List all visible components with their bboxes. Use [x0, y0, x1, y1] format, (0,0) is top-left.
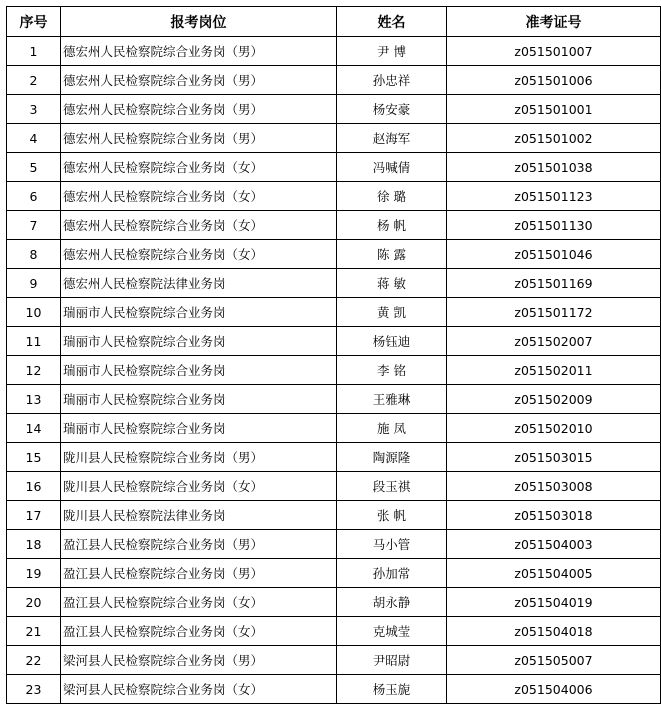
cell-position: 德宏州人民检察院综合业务岗（女）	[61, 153, 337, 182]
cell-seq: 6	[7, 182, 61, 211]
table-row	[7, 327, 661, 356]
table-row	[7, 211, 661, 240]
cell-position: 德宏州人民检察院综合业务岗（男）	[61, 95, 337, 124]
cell-position: 陇川县人民检察院综合业务岗（男）	[61, 443, 337, 472]
cell-ticket: z051503018	[447, 501, 661, 530]
cell-name: 尹昭尉	[337, 646, 447, 675]
cell-name: 马小管	[337, 530, 447, 559]
cell-name: 黄 凯	[337, 298, 447, 327]
cell-name: 李 铭	[337, 356, 447, 385]
cell-ticket: z051501006	[447, 66, 661, 95]
cell-seq: 7	[7, 211, 61, 240]
cell-ticket: z051504018	[447, 617, 661, 646]
cell-position: 瑞丽市人民检察院综合业务岗	[61, 327, 337, 356]
cell-ticket: z051503008	[447, 472, 661, 501]
table-row	[7, 356, 661, 385]
cell-position: 陇川县人民检察院法律业务岗	[61, 501, 337, 530]
cell-name: 施 凤	[337, 414, 447, 443]
cell-seq: 1	[7, 37, 61, 66]
cell-ticket: z051504006	[447, 675, 661, 704]
table-row	[7, 617, 661, 646]
cell-ticket: z051504005	[447, 559, 661, 588]
cell-ticket: z051504003	[447, 530, 661, 559]
cell-name: 杨玉旎	[337, 675, 447, 704]
table-row	[7, 66, 661, 95]
cell-name: 徐 璐	[337, 182, 447, 211]
cell-ticket: z051502010	[447, 414, 661, 443]
cell-seq: 10	[7, 298, 61, 327]
cell-position: 梁河县人民检察院综合业务岗（女）	[61, 675, 337, 704]
table-row	[7, 530, 661, 559]
cell-position: 瑞丽市人民检察院综合业务岗	[61, 385, 337, 414]
cell-name: 杨安豪	[337, 95, 447, 124]
cell-seq: 5	[7, 153, 61, 182]
cell-name: 蒋 敏	[337, 269, 447, 298]
cell-name: 赵海军	[337, 124, 447, 153]
header-row	[7, 7, 661, 37]
table-row	[7, 472, 661, 501]
table-body	[7, 37, 661, 704]
cell-position: 盈江县人民检察院综合业务岗（女）	[61, 617, 337, 646]
cell-seq: 23	[7, 675, 61, 704]
cell-seq: 2	[7, 66, 61, 95]
cell-ticket: z051502009	[447, 385, 661, 414]
cell-name: 段玉祺	[337, 472, 447, 501]
table-row	[7, 240, 661, 269]
cell-name: 陶源隆	[337, 443, 447, 472]
cell-position: 德宏州人民检察院综合业务岗（女）	[61, 211, 337, 240]
cell-position: 盈江县人民检察院综合业务岗（男）	[61, 559, 337, 588]
cell-position: 德宏州人民检察院综合业务岗（男）	[61, 124, 337, 153]
cell-name: 张 帆	[337, 501, 447, 530]
cell-name: 王雅琳	[337, 385, 447, 414]
header-position: 报考岗位	[61, 7, 337, 37]
cell-seq: 22	[7, 646, 61, 675]
cell-ticket: z051501046	[447, 240, 661, 269]
cell-name: 杨钰迪	[337, 327, 447, 356]
cell-seq: 4	[7, 124, 61, 153]
table-row	[7, 153, 661, 182]
cell-seq: 9	[7, 269, 61, 298]
cell-ticket: z051501002	[447, 124, 661, 153]
cell-seq: 3	[7, 95, 61, 124]
cell-seq: 15	[7, 443, 61, 472]
cell-ticket: z051501123	[447, 182, 661, 211]
cell-seq: 19	[7, 559, 61, 588]
table-row	[7, 501, 661, 530]
table-row	[7, 443, 661, 472]
table-row	[7, 95, 661, 124]
table-row	[7, 646, 661, 675]
cell-seq: 17	[7, 501, 61, 530]
cell-ticket: z051505007	[447, 646, 661, 675]
cell-ticket: z051501038	[447, 153, 661, 182]
table-row	[7, 385, 661, 414]
cell-ticket: z051501172	[447, 298, 661, 327]
cell-name: 杨 帆	[337, 211, 447, 240]
cell-position: 德宏州人民检察院综合业务岗（男）	[61, 66, 337, 95]
table-row	[7, 37, 661, 66]
cell-ticket: z051501169	[447, 269, 661, 298]
cell-position: 瑞丽市人民检察院综合业务岗	[61, 298, 337, 327]
cell-position: 瑞丽市人民检察院综合业务岗	[61, 414, 337, 443]
cell-name: 胡永静	[337, 588, 447, 617]
table-row	[7, 559, 661, 588]
cell-ticket: z051503015	[447, 443, 661, 472]
cell-name: 冯喊倩	[337, 153, 447, 182]
table-row	[7, 124, 661, 153]
cell-position: 德宏州人民检察院法律业务岗	[61, 269, 337, 298]
header-name: 姓名	[337, 7, 447, 37]
cell-name: 陈 露	[337, 240, 447, 269]
cell-ticket: z051501001	[447, 95, 661, 124]
cell-seq: 16	[7, 472, 61, 501]
cell-seq: 20	[7, 588, 61, 617]
table-row	[7, 588, 661, 617]
cell-position: 陇川县人民检察院综合业务岗（女）	[61, 472, 337, 501]
cell-position: 德宏州人民检察院综合业务岗（男）	[61, 37, 337, 66]
cell-seq: 8	[7, 240, 61, 269]
cell-position: 盈江县人民检察院综合业务岗（女）	[61, 588, 337, 617]
table-row	[7, 182, 661, 211]
table-row	[7, 269, 661, 298]
cell-ticket: z051501007	[447, 37, 661, 66]
cell-position: 德宏州人民检察院综合业务岗（女）	[61, 240, 337, 269]
cell-seq: 12	[7, 356, 61, 385]
cell-seq: 14	[7, 414, 61, 443]
candidate-table	[6, 6, 661, 704]
cell-name: 克城莹	[337, 617, 447, 646]
cell-ticket: z051502011	[447, 356, 661, 385]
header-ticket: 准考证号	[447, 7, 661, 37]
table-row	[7, 298, 661, 327]
cell-seq: 21	[7, 617, 61, 646]
cell-ticket: z051501130	[447, 211, 661, 240]
cell-seq: 11	[7, 327, 61, 356]
cell-ticket: z051502007	[447, 327, 661, 356]
table-row	[7, 414, 661, 443]
candidate-list-sheet	[6, 6, 660, 704]
cell-ticket: z051504019	[447, 588, 661, 617]
cell-name: 孙加常	[337, 559, 447, 588]
cell-seq: 18	[7, 530, 61, 559]
cell-position: 瑞丽市人民检察院综合业务岗	[61, 356, 337, 385]
table-row	[7, 675, 661, 704]
cell-name: 尹 博	[337, 37, 447, 66]
cell-position: 德宏州人民检察院综合业务岗（女）	[61, 182, 337, 211]
cell-name: 孙忠祥	[337, 66, 447, 95]
cell-seq: 13	[7, 385, 61, 414]
header-seq: 序号	[7, 7, 61, 37]
cell-position: 盈江县人民检察院综合业务岗（男）	[61, 530, 337, 559]
cell-position: 梁河县人民检察院综合业务岗（男）	[61, 646, 337, 675]
